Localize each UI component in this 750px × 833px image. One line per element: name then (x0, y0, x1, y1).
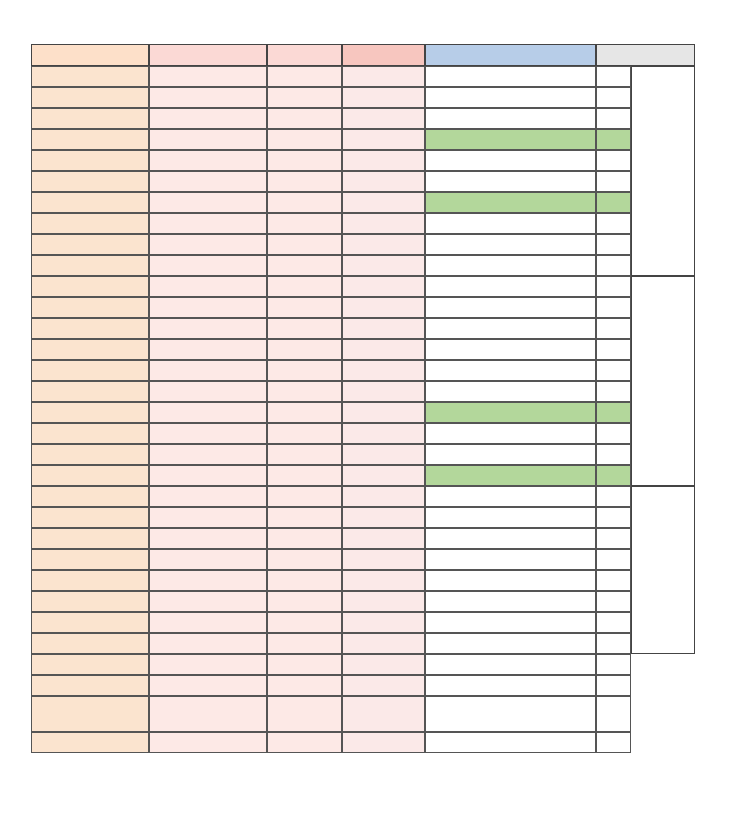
table-row (31, 87, 631, 108)
rent-cell (267, 234, 342, 255)
installment-duration-cell (149, 234, 267, 255)
total-cell (31, 549, 149, 570)
total-cell (31, 66, 149, 87)
installment-duration-cell (149, 570, 267, 591)
single-duration-cell (342, 732, 425, 753)
total-cell (31, 465, 149, 486)
description-cell (425, 696, 596, 732)
header-total (31, 44, 149, 66)
apartment-number-cell (596, 732, 631, 753)
rent-cell (267, 633, 342, 654)
total-cell (31, 528, 149, 549)
description-cell (425, 192, 596, 213)
table-row (31, 276, 631, 297)
rent-cell (267, 360, 342, 381)
total-cell (31, 612, 149, 633)
table-row (31, 549, 631, 570)
total-cell (31, 633, 149, 654)
rent-cell (267, 318, 342, 339)
table-row (31, 255, 631, 276)
rent-cell (267, 549, 342, 570)
table-row (31, 423, 631, 444)
rent-cell (267, 591, 342, 612)
rent-cell (267, 570, 342, 591)
description-cell (425, 381, 596, 402)
description-cell (425, 570, 596, 591)
rent-cell (267, 612, 342, 633)
table-row (31, 402, 631, 423)
total-cell (31, 381, 149, 402)
apartment-number-cell (596, 318, 631, 339)
single-duration-cell (342, 381, 425, 402)
single-duration-cell (342, 297, 425, 318)
floor-label (631, 276, 695, 486)
table-row (31, 732, 631, 753)
apartment-number-cell (596, 360, 631, 381)
rent-cell (267, 465, 342, 486)
single-duration-cell (342, 591, 425, 612)
apartment-number-cell (596, 654, 631, 675)
rent-cell (267, 255, 342, 276)
rent-cell (267, 507, 342, 528)
total-cell (31, 171, 149, 192)
apartment-number-cell (596, 234, 631, 255)
total-cell (31, 444, 149, 465)
installment-duration-cell (149, 87, 267, 108)
apartment-number-cell (596, 87, 631, 108)
table-row (31, 654, 631, 675)
total-cell (31, 732, 149, 753)
installment-duration-cell (149, 318, 267, 339)
rent-cell (267, 276, 342, 297)
apartment-number-cell (596, 108, 631, 129)
description-cell (425, 108, 596, 129)
rent-cell (267, 381, 342, 402)
single-duration-cell (342, 276, 425, 297)
rent-cell (267, 444, 342, 465)
apartment-number-cell (596, 675, 631, 696)
installment-duration-cell (149, 129, 267, 150)
rent-cell (267, 150, 342, 171)
rent-cell (267, 192, 342, 213)
installment-duration-cell (149, 381, 267, 402)
installment-duration-cell (149, 591, 267, 612)
total-cell (31, 192, 149, 213)
apartment-number-cell (596, 444, 631, 465)
single-duration-cell (342, 444, 425, 465)
apartment-number-cell (596, 276, 631, 297)
rental-table (31, 44, 695, 766)
single-duration-cell (342, 465, 425, 486)
single-duration-cell (342, 402, 425, 423)
header-duration-installments (149, 44, 267, 66)
description-cell (425, 591, 596, 612)
apartment-number-cell (596, 255, 631, 276)
table-row (31, 675, 631, 696)
single-duration-cell (342, 570, 425, 591)
description-cell (425, 318, 596, 339)
rent-cell (267, 528, 342, 549)
total-cell (31, 234, 149, 255)
table-row (31, 171, 631, 192)
table-header (31, 44, 695, 66)
total-cell (31, 213, 149, 234)
description-cell (425, 423, 596, 444)
header-rent (267, 44, 342, 66)
description-cell (425, 549, 596, 570)
table-row (31, 213, 631, 234)
table-row (31, 339, 631, 360)
description-cell (425, 507, 596, 528)
description-cell (425, 402, 596, 423)
installment-duration-cell (149, 423, 267, 444)
floor-label (631, 486, 695, 654)
single-duration-cell (342, 171, 425, 192)
single-duration-cell (342, 654, 425, 675)
single-duration-cell (342, 108, 425, 129)
rent-cell (267, 339, 342, 360)
apartment-number-cell (596, 129, 631, 150)
total-cell (31, 360, 149, 381)
total-cell (31, 150, 149, 171)
apartment-number-cell (596, 171, 631, 192)
table-row (31, 129, 631, 150)
total-cell (31, 129, 149, 150)
floor-label (631, 66, 695, 276)
rent-cell (267, 423, 342, 444)
installment-duration-cell (149, 255, 267, 276)
description-cell (425, 444, 596, 465)
rent-cell (267, 108, 342, 129)
total-cell (31, 507, 149, 528)
total-cell (31, 423, 149, 444)
description-cell (425, 150, 596, 171)
single-duration-cell (342, 423, 425, 444)
description-cell (425, 297, 596, 318)
table-row (31, 318, 631, 339)
apartment-number-cell (596, 297, 631, 318)
single-duration-cell (342, 234, 425, 255)
rent-cell (267, 171, 342, 192)
description-cell (425, 66, 596, 87)
rent-cell (267, 297, 342, 318)
table-row (31, 234, 631, 255)
description-cell (425, 360, 596, 381)
apartment-number-cell (596, 570, 631, 591)
description-cell (425, 255, 596, 276)
installment-duration-cell (149, 654, 267, 675)
header-duration-single (342, 44, 425, 66)
installment-duration-cell (149, 675, 267, 696)
apartment-number-cell (596, 402, 631, 423)
table-row (31, 486, 631, 507)
table-row (31, 633, 631, 654)
rent-cell (267, 402, 342, 423)
total-cell (31, 339, 149, 360)
single-duration-cell (342, 192, 425, 213)
table-row (31, 612, 631, 633)
installment-duration-cell (149, 696, 267, 732)
apartment-number-cell (596, 150, 631, 171)
single-duration-cell (342, 486, 425, 507)
description-cell (425, 171, 596, 192)
total-cell (31, 297, 149, 318)
rent-cell (267, 213, 342, 234)
apartment-number-cell (596, 486, 631, 507)
total-cell (31, 570, 149, 591)
description-cell (425, 732, 596, 753)
single-duration-cell (342, 549, 425, 570)
total-cell (31, 591, 149, 612)
rent-cell (267, 732, 342, 753)
rent-cell (267, 675, 342, 696)
apartment-number-cell (596, 66, 631, 87)
total-cell (31, 675, 149, 696)
description-cell (425, 633, 596, 654)
rent-cell (267, 654, 342, 675)
installment-duration-cell (149, 360, 267, 381)
apartment-number-cell (596, 423, 631, 444)
total-cell (31, 486, 149, 507)
installment-duration-cell (149, 192, 267, 213)
installment-duration-cell (149, 732, 267, 753)
apartment-number-cell (596, 507, 631, 528)
single-duration-cell (342, 150, 425, 171)
table-row (31, 696, 631, 732)
rent-cell (267, 129, 342, 150)
total-cell (31, 108, 149, 129)
description-cell (425, 129, 596, 150)
installment-duration-cell (149, 633, 267, 654)
table-row (31, 192, 631, 213)
description-cell (425, 87, 596, 108)
installment-duration-cell (149, 402, 267, 423)
description-cell (425, 276, 596, 297)
table-row (31, 528, 631, 549)
installment-duration-cell (149, 507, 267, 528)
apartment-number-cell (596, 612, 631, 633)
apartment-number-cell (596, 633, 631, 654)
single-duration-cell (342, 213, 425, 234)
description-cell (425, 213, 596, 234)
apartment-number-cell (596, 549, 631, 570)
header-apartment-number (596, 44, 695, 66)
table-row (31, 150, 631, 171)
total-cell (31, 402, 149, 423)
installment-duration-cell (149, 549, 267, 570)
description-cell (425, 339, 596, 360)
apartment-number-cell (596, 339, 631, 360)
apartment-number-cell (596, 381, 631, 402)
table-row (31, 360, 631, 381)
total-cell (31, 654, 149, 675)
table-row (31, 591, 631, 612)
apartment-number-cell (596, 192, 631, 213)
installment-duration-cell (149, 339, 267, 360)
installment-duration-cell (149, 297, 267, 318)
apartment-number-cell (596, 465, 631, 486)
total-cell (31, 696, 149, 732)
installment-duration-cell (149, 612, 267, 633)
description-cell (425, 528, 596, 549)
rent-cell (267, 696, 342, 732)
single-duration-cell (342, 612, 425, 633)
single-duration-cell (342, 696, 425, 732)
installment-duration-cell (149, 66, 267, 87)
installment-duration-cell (149, 108, 267, 129)
table-row (31, 66, 631, 87)
single-duration-cell (342, 66, 425, 87)
installment-duration-cell (149, 213, 267, 234)
rent-cell (267, 87, 342, 108)
installment-duration-cell (149, 465, 267, 486)
single-duration-cell (342, 507, 425, 528)
header-description (425, 44, 596, 66)
description-cell (425, 486, 596, 507)
installment-duration-cell (149, 171, 267, 192)
apartment-number-cell (596, 591, 631, 612)
description-cell (425, 465, 596, 486)
description-cell (425, 654, 596, 675)
single-duration-cell (342, 633, 425, 654)
installment-duration-cell (149, 444, 267, 465)
total-cell (31, 87, 149, 108)
installment-duration-cell (149, 528, 267, 549)
description-cell (425, 675, 596, 696)
single-duration-cell (342, 675, 425, 696)
table-row (31, 381, 631, 402)
description-cell (425, 234, 596, 255)
description-cell (425, 612, 596, 633)
apartment-number-cell (596, 696, 631, 732)
total-cell (31, 255, 149, 276)
installment-duration-cell (149, 276, 267, 297)
single-duration-cell (342, 318, 425, 339)
apartment-number-cell (596, 213, 631, 234)
rent-cell (267, 486, 342, 507)
rent-cell (267, 66, 342, 87)
single-duration-cell (342, 255, 425, 276)
single-duration-cell (342, 528, 425, 549)
total-cell (31, 276, 149, 297)
table-row (31, 507, 631, 528)
installment-duration-cell (149, 486, 267, 507)
single-duration-cell (342, 87, 425, 108)
table-row (31, 108, 631, 129)
apartment-number-cell (596, 528, 631, 549)
table-row (31, 297, 631, 318)
single-duration-cell (342, 360, 425, 381)
installment-duration-cell (149, 150, 267, 171)
table-row (31, 570, 631, 591)
total-cell (31, 318, 149, 339)
table-row (31, 465, 631, 486)
single-duration-cell (342, 129, 425, 150)
table-row (31, 444, 631, 465)
single-duration-cell (342, 339, 425, 360)
